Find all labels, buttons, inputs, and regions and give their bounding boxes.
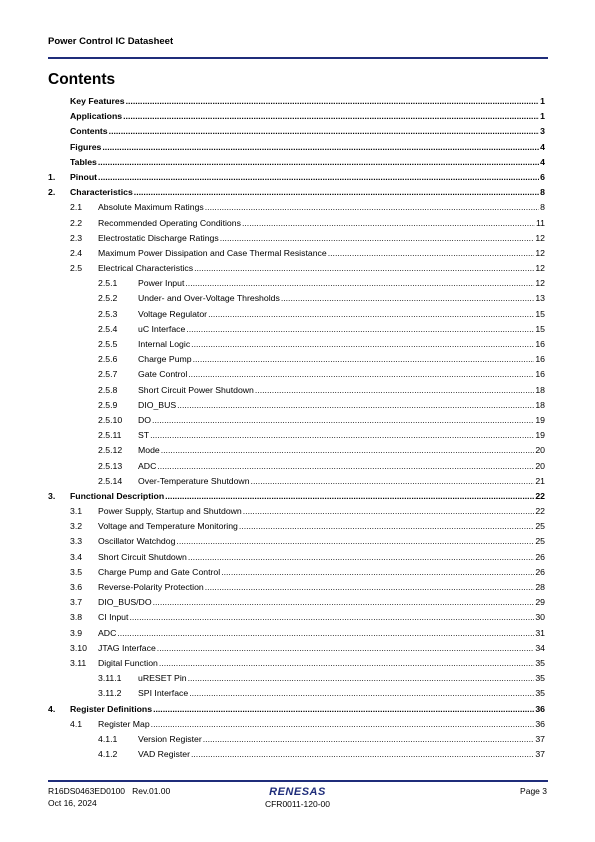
- toc-entry-page: 3: [540, 126, 545, 137]
- toc-dot-leader: [188, 369, 534, 379]
- toc-entry-page: 8: [540, 187, 545, 198]
- toc-entry[interactable]: [48, 111, 545, 126]
- toc-entry-title: uC Interface: [138, 323, 186, 334]
- toc-entry[interactable]: [48, 263, 545, 278]
- toc-entry-number: 2.5.2: [98, 293, 118, 304]
- toc-entry-title: Under- and Over-Voltage Thresholds: [138, 293, 280, 304]
- toc-entry[interactable]: [48, 233, 545, 248]
- toc-entry-title: DO: [138, 414, 152, 425]
- toc-entry-title: Register Definitions: [70, 703, 153, 714]
- toc-entry-number: 2.5.4: [98, 323, 118, 334]
- toc-entry-page: 26: [535, 551, 545, 562]
- toc-entry[interactable]: [48, 172, 545, 187]
- toc-entry-page: 15: [535, 308, 545, 319]
- toc-entry-number: 3.11.1: [98, 673, 122, 684]
- toc-entry[interactable]: [48, 506, 545, 521]
- toc-entry-number: 2.5.5: [98, 339, 118, 349]
- toc-dot-leader: [188, 673, 535, 683]
- toc-entry-number: 3.9: [70, 627, 83, 638]
- toc-entry-page: 16: [535, 369, 545, 380]
- toc-entry[interactable]: [48, 278, 545, 293]
- toc-entry[interactable]: [48, 673, 545, 688]
- toc-entry-title: Oscillator Watchdog: [98, 536, 176, 547]
- toc-entry-number: 2.5: [70, 263, 83, 274]
- toc-dot-leader: [191, 749, 534, 759]
- toc-entry-page: 25: [535, 536, 545, 547]
- toc-entry-number: 3.1: [70, 506, 83, 517]
- toc-dot-leader: [165, 491, 534, 501]
- toc-entry[interactable]: [48, 491, 545, 506]
- footer-doc-number: R16DS0463ED0100: [48, 786, 126, 796]
- toc-entry[interactable]: [48, 218, 545, 233]
- toc-entry-number: 3.10: [70, 642, 87, 653]
- toc-entry[interactable]: [48, 142, 545, 157]
- toc-entry-page: 21: [535, 475, 545, 486]
- toc-entry[interactable]: [48, 552, 545, 567]
- toc-entry-page: 35: [535, 657, 545, 668]
- header-title: Power Control IC Datasheet: [48, 36, 174, 47]
- toc-entry-number: 3.3: [70, 536, 83, 547]
- toc-entry-title: Power Input: [138, 278, 185, 289]
- toc-dot-leader: [159, 658, 534, 668]
- toc-entry-title: Functional Description: [70, 490, 165, 501]
- toc-dot-leader: [117, 628, 534, 638]
- toc-entry-title: Tables: [70, 156, 97, 167]
- toc-dot-leader: [161, 445, 535, 455]
- toc-dot-leader: [109, 126, 540, 136]
- toc-entry[interactable]: [48, 187, 545, 202]
- toc-entry[interactable]: [48, 749, 545, 764]
- toc-entry-number: 3.8: [70, 612, 83, 623]
- toc-entry[interactable]: [48, 354, 545, 369]
- toc-entry-number: 2.5.1: [98, 278, 118, 289]
- toc-entry-page: 15: [535, 323, 545, 334]
- footer-code: CFR0011-120-00: [264, 799, 331, 809]
- toc-dot-leader: [153, 597, 535, 607]
- toc-entry-number: 2.5.12: [98, 445, 123, 456]
- footer-revision: Rev.01.00: [132, 786, 171, 796]
- toc-entry[interactable]: [48, 293, 545, 308]
- toc-entry-number: 2.2: [70, 217, 83, 228]
- toc-dot-leader: [185, 278, 534, 288]
- toc-entry-page: 12: [535, 247, 545, 258]
- toc-entry-number: 2.5.14: [98, 475, 123, 486]
- toc-entry-page: 12: [535, 232, 545, 243]
- toc-entry-title: DIO_BUS: [138, 399, 177, 410]
- toc-entry-page: 20: [535, 460, 545, 471]
- toc-entry-number: 3.5: [70, 566, 83, 577]
- toc-entry-title: ADC: [98, 627, 117, 638]
- toc-entry[interactable]: [48, 658, 545, 673]
- toc-dot-leader: [188, 552, 534, 562]
- toc-entry[interactable]: [48, 612, 545, 627]
- toc-dot-leader: [150, 430, 534, 440]
- toc-entry-page: 26: [535, 566, 545, 577]
- toc-entry-title: Voltage Regulator: [138, 308, 208, 319]
- toc-entry-number: 4.1.2: [98, 749, 118, 760]
- toc-dot-leader: [205, 582, 535, 592]
- toc-entry-title: ST: [138, 430, 150, 441]
- toc-entry[interactable]: [48, 597, 545, 612]
- toc-dot-leader: [153, 704, 534, 714]
- toc-entry-title: Applications: [70, 111, 123, 122]
- toc-entry-title: Pinout: [70, 171, 98, 182]
- toc-dot-leader: [98, 172, 539, 182]
- toc-entry-page: 12: [535, 278, 545, 289]
- header-rule: [48, 57, 548, 59]
- toc-entry-title: JTAG Interface: [98, 642, 156, 653]
- toc-entry[interactable]: [48, 567, 545, 582]
- toc-dot-leader: [251, 476, 535, 486]
- toc-dot-leader: [157, 643, 535, 653]
- toc-dot-leader: [191, 339, 534, 349]
- toc-entry-number: 2.5.10: [98, 414, 123, 425]
- toc-entry-page: 18: [535, 399, 545, 410]
- toc-entry-page: 28: [535, 582, 545, 592]
- toc-entry[interactable]: [48, 445, 545, 460]
- toc-entry-title: Electrostatic Discharge Ratings: [98, 232, 219, 243]
- toc-entry-title: Short Circuit Shutdown: [98, 551, 187, 562]
- toc-entry-title: Characteristics: [70, 187, 133, 198]
- toc-entry-number: 2.1: [70, 202, 83, 213]
- toc-entry-number: 2.5.13: [98, 460, 123, 471]
- toc-entry-page: 35: [535, 673, 545, 684]
- toc-entry-page: 18: [535, 384, 545, 395]
- toc-entry-page: 4: [540, 141, 545, 152]
- toc-entry-number: 4.1.1: [98, 733, 118, 744]
- toc-entry-number: 4.: [48, 703, 56, 714]
- toc-entry-title: Digital Function: [98, 657, 158, 668]
- toc-entry[interactable]: [48, 536, 545, 551]
- toc-entry-number: 2.3: [70, 232, 83, 243]
- toc-entry-number: 3.7: [70, 597, 83, 608]
- toc-dot-leader: [177, 400, 534, 410]
- toc-entry-number: 2.5.7: [98, 369, 118, 380]
- toc-entry-title: Charge Pump and Gate Control: [98, 566, 221, 577]
- toc-dot-leader: [328, 248, 535, 258]
- toc-entry-number: 4.1: [70, 718, 83, 729]
- toc-dot-leader: [194, 263, 534, 273]
- toc-entry-title: Internal Logic: [138, 339, 191, 349]
- toc-entry-page: 34: [535, 642, 545, 653]
- toc-entry-number: 3.11.2: [98, 688, 122, 699]
- toc-entry-title: Contents: [70, 126, 108, 137]
- toc-dot-leader: [281, 293, 535, 303]
- toc-entry[interactable]: [48, 628, 545, 643]
- toc-entry-page: 6: [540, 171, 545, 182]
- renesas-logo: RENESAS: [269, 786, 326, 798]
- toc-dot-leader: [220, 233, 535, 243]
- toc-entry[interactable]: [48, 415, 545, 430]
- toc-dot-leader: [176, 536, 534, 546]
- toc-entry-page: 22: [535, 506, 545, 517]
- toc-entry[interactable]: [48, 324, 545, 339]
- toc-entry[interactable]: [48, 719, 545, 734]
- toc-entry[interactable]: [48, 202, 545, 217]
- toc-entry[interactable]: [48, 126, 545, 141]
- toc-dot-leader: [208, 309, 534, 319]
- toc-dot-leader: [126, 96, 540, 106]
- toc-dot-leader: [186, 324, 534, 334]
- toc-entry-title: Over-Temperature Shutdown: [138, 475, 250, 486]
- toc-entry-number: 2.: [48, 187, 56, 198]
- table-of-contents: [48, 96, 545, 764]
- toc-entry-title: Reverse-Polarity Protection: [98, 582, 204, 592]
- toc-entry[interactable]: [48, 734, 545, 749]
- toc-entry-page: 16: [535, 354, 545, 365]
- toc-entry-page: 22: [535, 490, 545, 501]
- toc-entry-number: 3.: [48, 490, 56, 501]
- toc-dot-leader: [255, 385, 534, 395]
- toc-entry[interactable]: [48, 309, 545, 324]
- toc-dot-leader: [243, 506, 535, 516]
- toc-dot-leader: [152, 415, 534, 425]
- toc-entry-title: VAD Register: [138, 749, 190, 760]
- toc-entry-page: 19: [535, 414, 545, 425]
- toc-entry-title: ADC: [138, 460, 157, 471]
- footer-page-number: Page 3: [520, 786, 547, 796]
- toc-dot-leader: [203, 734, 535, 744]
- toc-entry-number: 2.5.3: [98, 308, 118, 319]
- toc-entry-number: 3.6: [70, 582, 83, 592]
- toc-dot-leader: [134, 187, 539, 197]
- toc-entry[interactable]: [48, 476, 545, 491]
- toc-entry[interactable]: [48, 643, 545, 658]
- toc-entry-title: DIO_BUS/DO: [98, 597, 152, 608]
- toc-dot-leader: [129, 612, 534, 622]
- toc-entry[interactable]: [48, 704, 545, 719]
- footer-center: [0, 786, 595, 809]
- toc-entry-title: Gate Control: [138, 369, 188, 380]
- toc-entry-number: 2.5.11: [98, 430, 122, 441]
- toc-entry-page: 36: [535, 718, 545, 729]
- toc-entry-page: 4: [540, 156, 545, 167]
- toc-dot-leader: [123, 111, 539, 121]
- footer-rule: [48, 780, 548, 782]
- toc-entry[interactable]: [48, 369, 545, 384]
- toc-dot-leader: [205, 202, 539, 212]
- toc-entry[interactable]: [48, 339, 545, 354]
- toc-dot-leader: [102, 142, 539, 152]
- toc-entry-number: 3.11: [70, 657, 87, 668]
- toc-entry-page: 16: [535, 339, 545, 349]
- toc-entry-page: 29: [535, 597, 545, 608]
- toc-dot-leader: [193, 354, 535, 364]
- toc-entry-number: 2.5.8: [98, 384, 118, 395]
- toc-entry[interactable]: [48, 582, 545, 597]
- toc-entry-number: 3.2: [70, 521, 83, 532]
- toc-entry-title: CI Input: [98, 612, 129, 623]
- toc-entry-title: Voltage and Temperature Monitoring: [98, 521, 238, 532]
- toc-dot-leader: [98, 157, 539, 167]
- toc-entry-page: 25: [535, 521, 545, 532]
- toc-entry-number: 2.5.9: [98, 399, 118, 410]
- toc-entry-page: 13: [535, 293, 545, 304]
- toc-entry-title: Mode: [138, 445, 160, 456]
- toc-entry[interactable]: [48, 400, 545, 415]
- toc-entry-title: Figures: [70, 141, 102, 152]
- toc-entry-title: Electrical Characteristics: [98, 263, 194, 274]
- toc-entry-title: Version Register: [138, 733, 202, 744]
- toc-entry-page: 36: [535, 703, 545, 714]
- toc-dot-leader: [189, 688, 534, 698]
- toc-entry-title: Absolute Maximum Ratings: [98, 202, 204, 213]
- toc-entry[interactable]: [48, 521, 545, 536]
- toc-dot-leader: [157, 461, 534, 471]
- toc-entry-title: Short Circuit Power Shutdown: [138, 384, 254, 395]
- toc-entry-page: 8: [540, 202, 545, 213]
- toc-entry-title: Maximum Power Dissipation and Case Thermal Resistance: [98, 247, 327, 258]
- toc-dot-leader: [242, 218, 535, 228]
- toc-entry-page: 19: [535, 430, 545, 441]
- toc-entry[interactable]: [48, 461, 545, 476]
- toc-entry[interactable]: [48, 430, 545, 445]
- toc-dot-leader: [151, 719, 535, 729]
- toc-entry-number: 2.4: [70, 247, 83, 258]
- toc-entry-page: 1: [540, 111, 545, 122]
- toc-entry-number: 2.5.6: [98, 354, 118, 365]
- toc-entry-page: 35: [535, 688, 545, 699]
- toc-entry-page: 1: [540, 96, 545, 106]
- toc-entry-page: 31: [535, 627, 545, 638]
- toc-entry-title: SPI Interface: [138, 688, 189, 699]
- toc-entry-title: Power Supply, Startup and Shutdown: [98, 506, 242, 517]
- toc-entry[interactable]: [48, 157, 545, 172]
- toc-entry-page: 30: [535, 612, 545, 623]
- toc-entry-title: Charge Pump: [138, 354, 192, 365]
- toc-entry-title: Register Map: [98, 718, 150, 729]
- toc-entry-page: 11: [535, 217, 545, 228]
- footer-date: Oct 16, 2024: [48, 797, 97, 808]
- toc-dot-leader: [239, 521, 534, 531]
- toc-entry-page: 12: [535, 263, 545, 274]
- toc-entry-number: 3.4: [70, 551, 83, 562]
- toc-entry-title: Key Features: [70, 96, 125, 106]
- toc-entry-page: 20: [535, 445, 545, 456]
- toc-entry-page: 37: [535, 733, 545, 744]
- toc-entry-title: uRESET Pin: [138, 673, 187, 684]
- toc-entry-title: Recommended Operating Conditions: [98, 217, 241, 228]
- contents-heading: Contents: [48, 71, 116, 88]
- toc-entry-page: 37: [535, 749, 545, 760]
- toc-entry[interactable]: [48, 688, 545, 703]
- toc-entry[interactable]: [48, 248, 545, 263]
- toc-entry[interactable]: [48, 96, 545, 111]
- toc-entry-number: 1.: [48, 171, 56, 182]
- toc-dot-leader: [221, 567, 534, 577]
- toc-entry[interactable]: [48, 385, 545, 400]
